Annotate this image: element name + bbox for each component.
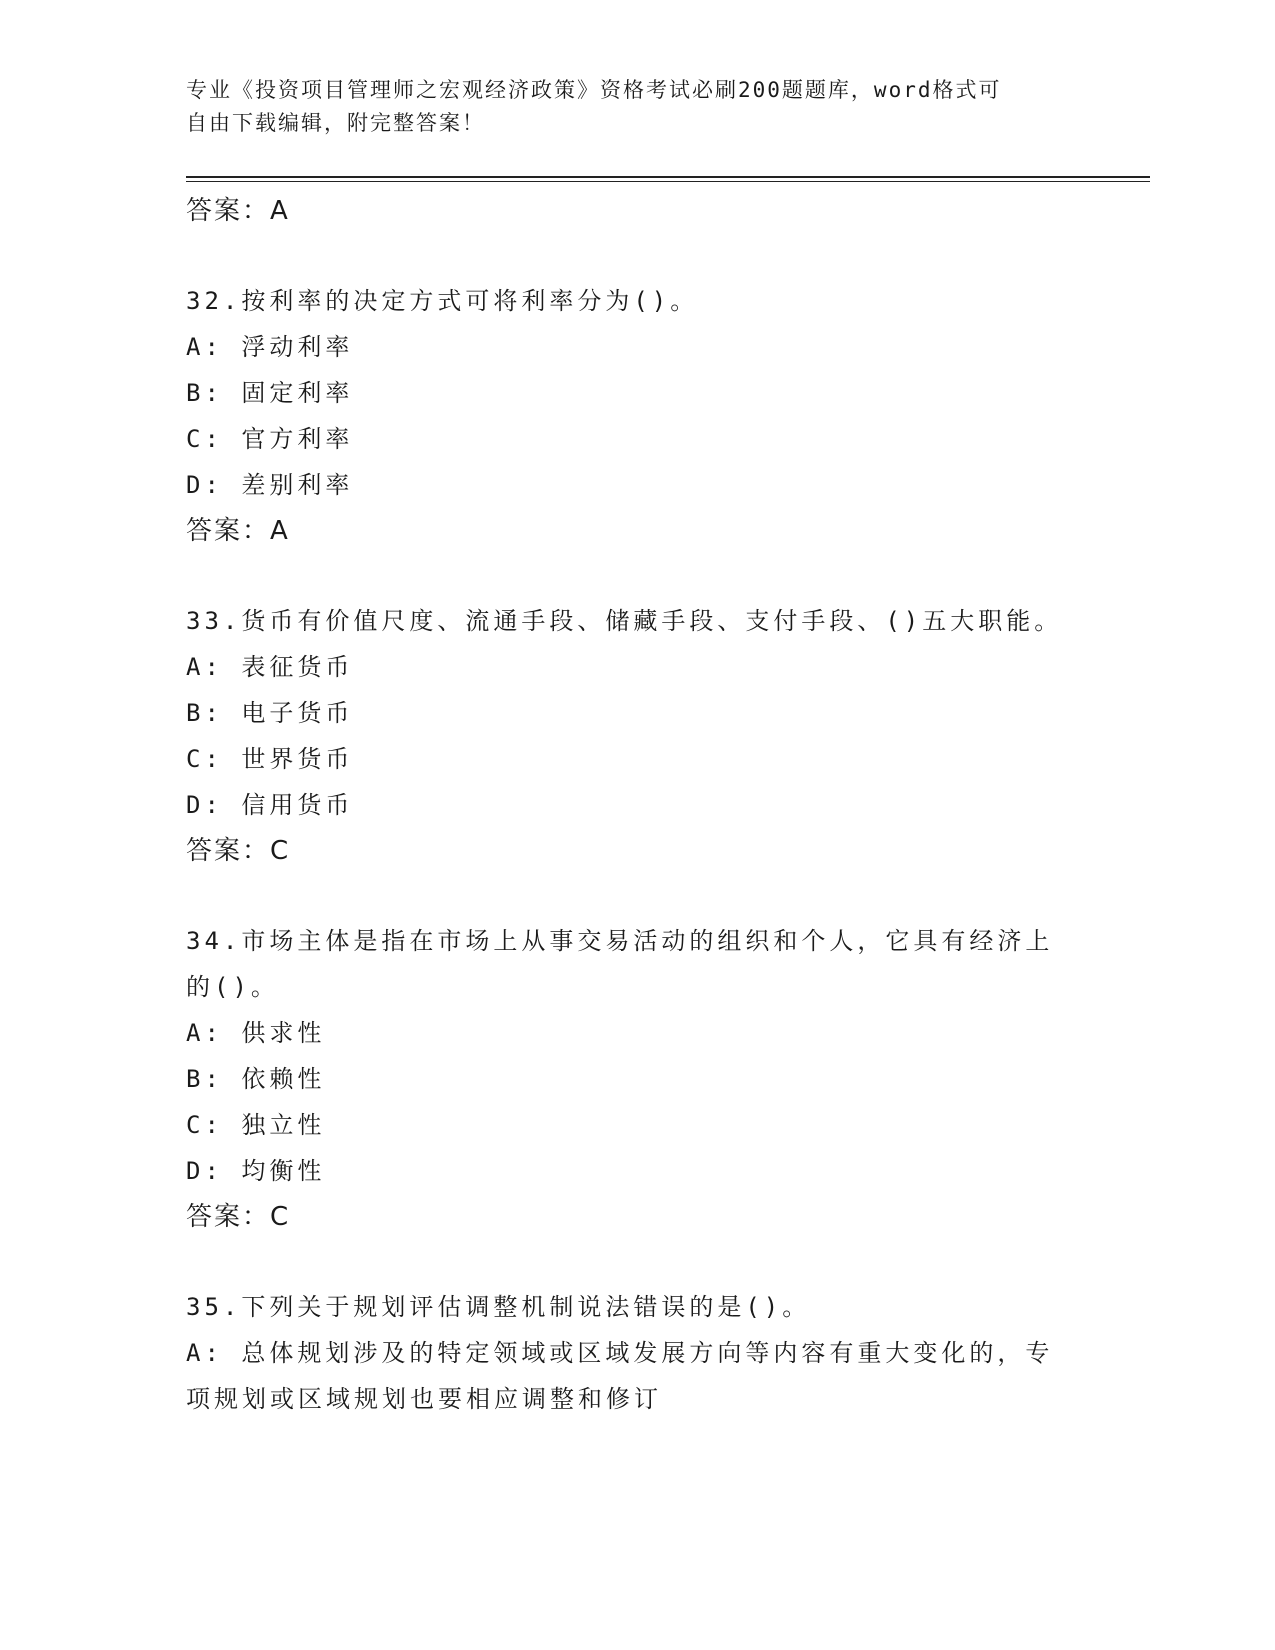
option-d: D: 差别利率	[186, 471, 354, 499]
question-stem: 33.货币有价值尺度、流通手段、储藏手段、支付手段、()五大职能。	[186, 607, 1063, 635]
question-35	[186, 1284, 1086, 1422]
option-a: A: 供求性	[186, 1019, 326, 1047]
option-a-line-1: A: 总体规划涉及的特定领域或区域发展方向等内容有重大变化的，专	[186, 1339, 1054, 1367]
question-stem-line-1: 34.市场主体是指在市场上从事交易活动的组织和个人，它具有经济上	[186, 927, 1054, 955]
answer: 答案：C	[186, 836, 291, 866]
option-b: B: 固定利率	[186, 379, 354, 407]
header-text-line-1: 专业《投资项目管理师之宏观经济政策》资格考试必刷200题题库，word格式可	[186, 78, 1002, 102]
header-text-line-2: 自由下载编辑，附完整答案！	[186, 111, 485, 135]
header-divider-thin	[186, 181, 1150, 182]
page-header	[186, 74, 1066, 140]
header-divider-thick	[186, 176, 1150, 178]
spacer	[186, 234, 1086, 278]
question-32	[186, 278, 1086, 554]
answer: 答案：A	[186, 516, 290, 546]
question-stem: 32.按利率的决定方式可将利率分为()。	[186, 287, 699, 315]
option-a: A: 浮动利率	[186, 333, 354, 361]
option-b: B: 依赖性	[186, 1065, 326, 1093]
option-a-line-2: 项规划或区域规划也要相应调整和修订	[186, 1385, 662, 1413]
answer: 答案：C	[186, 1202, 291, 1232]
question-stem: 35.下列关于规划评估调整机制说法错误的是()。	[186, 1293, 811, 1321]
question-33	[186, 598, 1086, 874]
question-34	[186, 918, 1086, 1240]
option-a: A: 表征货币	[186, 653, 354, 681]
question-stem-line-2: 的()。	[186, 973, 279, 1001]
spacer	[186, 554, 1086, 598]
option-c: C: 独立性	[186, 1111, 326, 1139]
option-c: C: 世界货币	[186, 745, 354, 773]
option-d: D: 信用货币	[186, 791, 354, 819]
option-d: D: 均衡性	[186, 1157, 326, 1185]
question-list	[186, 188, 1086, 1422]
option-c: C: 官方利率	[186, 425, 354, 453]
spacer	[186, 1240, 1086, 1284]
answer-31: 答案：A	[186, 196, 290, 226]
spacer	[186, 874, 1086, 918]
option-b: B: 电子货币	[186, 699, 354, 727]
